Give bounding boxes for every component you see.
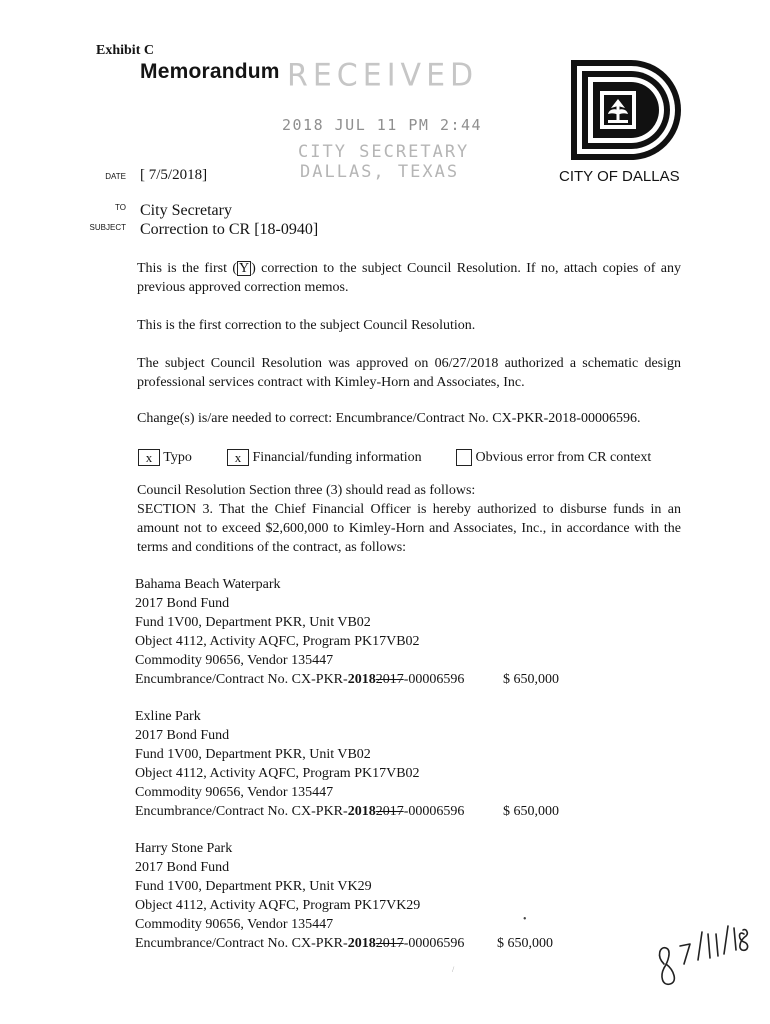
contract-suffix: -00006596 xyxy=(403,672,465,687)
city-name: CITY OF DALLAS xyxy=(559,168,680,185)
contract-new-year: 2018 xyxy=(347,672,376,687)
contract-old-year: 2017 xyxy=(375,804,404,819)
checkbox-financial[interactable] xyxy=(227,448,422,467)
to-label: TO xyxy=(115,203,126,212)
checkbox-mark[interactable]: x xyxy=(138,449,160,466)
entry-object: Object 4112, Activity AQFC, Program PK17VB02 xyxy=(135,766,420,781)
stray-mark: • xyxy=(523,914,527,925)
stamp-timestamp: 2018 JUL 11 PM 2:44 xyxy=(282,116,483,134)
contract-old-year: 2017 xyxy=(375,936,404,951)
entry-fund: Fund 1V00, Department PKR, Unit VB02 xyxy=(135,615,371,630)
date-value: [ 7/5/2018] xyxy=(140,167,208,183)
checkbox-label: Financial/funding information xyxy=(252,450,422,465)
entry-commodity: Commodity 90656, Vendor 135447 xyxy=(135,917,334,932)
funding-entry xyxy=(135,575,475,689)
contract-new-year: 2018 xyxy=(347,936,376,951)
contract-new-year: 2018 xyxy=(347,804,376,819)
entry-amount: $ 650,000 xyxy=(497,936,553,951)
entry-name: Bahama Beach Waterpark xyxy=(135,577,281,592)
contract-prefix: Encumbrance/Contract No. CX-PKR- xyxy=(135,936,348,951)
change-needed-paragraph: Change(s) is/are needed to correct: Encumbrance/Contract No. CX-PKR-2018-00006596. xyxy=(137,411,641,426)
checkbox-mark[interactable]: x xyxy=(227,449,249,466)
p1-text-start: This is the first ( xyxy=(137,261,238,276)
entry-commodity: Commodity 90656, Vendor 135447 xyxy=(135,653,334,668)
stamp-office: CITY SECRETARY xyxy=(298,142,470,162)
entry-object: Object 4112, Activity AQFC, Program PK17VB02 xyxy=(135,634,420,649)
checkbox-label: Obvious error from CR context xyxy=(475,450,652,465)
handwritten-signature xyxy=(652,912,752,992)
entry-name: Harry Stone Park xyxy=(135,841,233,856)
first-correction-paragraph xyxy=(137,259,681,297)
contract-old-year: 2017 xyxy=(375,672,404,687)
stray-mark: / xyxy=(452,965,455,974)
entry-contract xyxy=(135,802,475,821)
checkbox-label: Typo xyxy=(163,450,192,465)
subject-label: SUBJECT xyxy=(89,223,126,232)
contract-prefix: Encumbrance/Contract No. CX-PKR- xyxy=(135,672,348,687)
entry-fund-year: 2017 Bond Fund xyxy=(135,860,230,875)
contract-suffix: -00006596 xyxy=(403,804,465,819)
approval-paragraph: The subject Council Resolution was approved on 06/27/2018 authorized a schematic design professional services contract with Kimley-Horn and Associates, Inc. xyxy=(137,356,681,390)
to-value: City Secretary xyxy=(140,202,232,219)
funding-entry xyxy=(135,839,475,953)
contract-prefix: Encumbrance/Contract No. CX-PKR- xyxy=(135,804,348,819)
entry-fund-year: 2017 Bond Fund xyxy=(135,596,230,611)
entry-object: Object 4112, Activity AQFC, Program PK17VK29 xyxy=(135,898,421,913)
stamp-city: DALLAS, TEXAS xyxy=(300,162,460,182)
funding-entry xyxy=(135,707,475,821)
subject-value: Correction to CR [18-0940] xyxy=(140,221,319,238)
entry-contract xyxy=(135,670,475,689)
checkbox-obvious-error[interactable] xyxy=(456,448,651,467)
entry-contract xyxy=(135,934,475,953)
contract-suffix: -00006596 xyxy=(403,936,465,951)
checkbox-typo[interactable] xyxy=(138,448,192,467)
entry-commodity: Commodity 90656, Vendor 135447 xyxy=(135,785,334,800)
memorandum-title: Memorandum xyxy=(140,60,280,83)
entry-fund: Fund 1V00, Department PKR, Unit VB02 xyxy=(135,747,371,762)
correction-statement: This is the first correction to the subject Council Resolution. xyxy=(137,318,476,333)
city-of-dallas-logo xyxy=(569,58,685,162)
first-answer-box: Y xyxy=(239,261,250,276)
exhibit-label: Exhibit C xyxy=(96,43,154,58)
section-three-paragraph xyxy=(137,481,681,557)
checkbox-mark[interactable] xyxy=(456,449,472,466)
entry-fund-year: 2017 Bond Fund xyxy=(135,728,230,743)
received-stamp: RECEIVED xyxy=(287,57,479,94)
entry-name: Exline Park xyxy=(135,709,201,724)
entry-fund: Fund 1V00, Department PKR, Unit VK29 xyxy=(135,879,372,894)
entry-amount: $ 650,000 xyxy=(503,672,559,687)
p1-text-end: ) correction to the subject Council Resolution. If no, attach copies of any previous approved correction memos. xyxy=(137,261,681,295)
date-label: DATE xyxy=(105,172,126,181)
section-intro: Council Resolution Section three (3) should read as follows: xyxy=(137,483,476,498)
entry-amount: $ 650,000 xyxy=(503,804,559,819)
section-three-text: SECTION 3. That the Chief Financial Officer is hereby authorized to disburse funds in an amount not to exceed $2,600,000 to Kimley-Horn and Associates, Inc., in accordance with the terms and conditions of the contract, as follows: xyxy=(137,502,681,555)
